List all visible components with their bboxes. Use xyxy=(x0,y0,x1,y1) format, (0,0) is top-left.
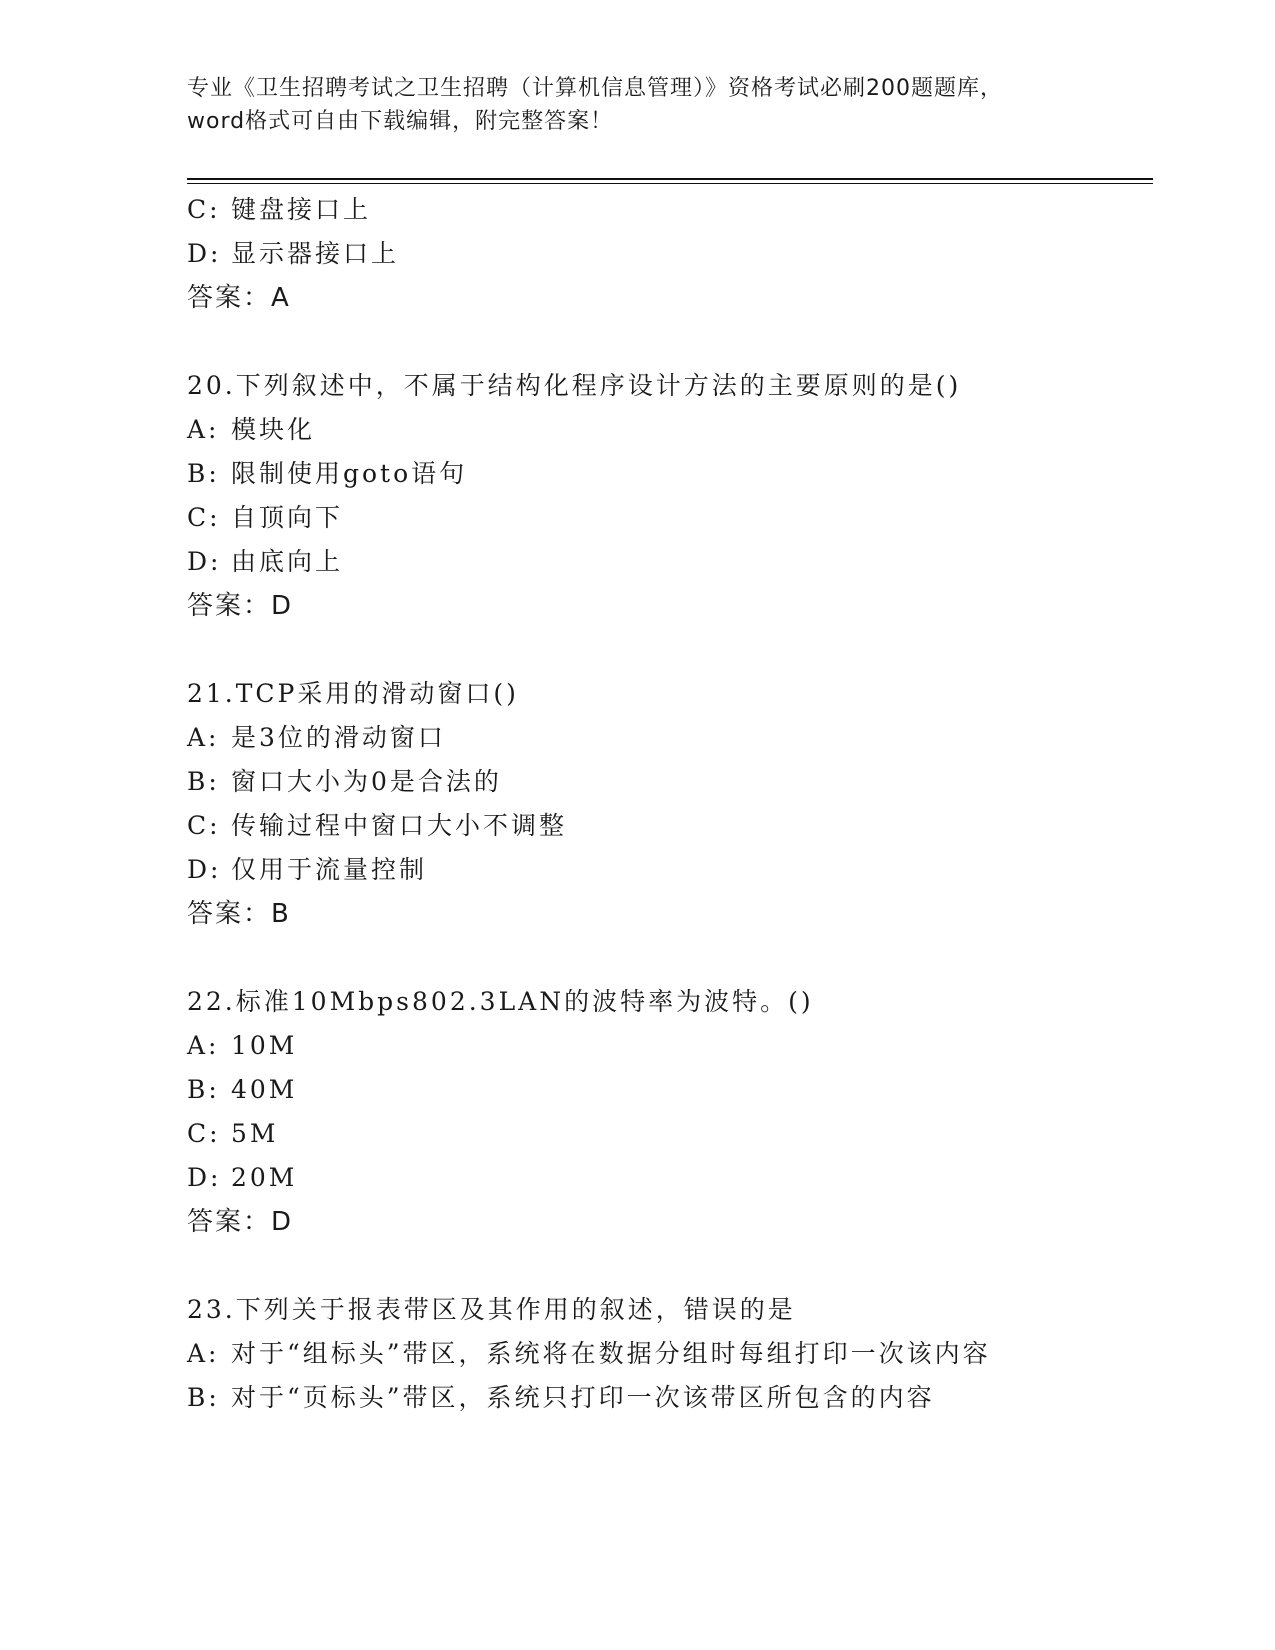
option-a xyxy=(187,413,315,447)
option-text: 40M xyxy=(231,1075,298,1104)
header-line-2: word格式可自由下载编辑，附完整答案！ xyxy=(187,109,614,134)
option-text: 显示器接口上 xyxy=(231,239,400,268)
option-letter: D: xyxy=(187,239,222,268)
option-d xyxy=(187,853,427,887)
option-c xyxy=(187,809,567,843)
option-a xyxy=(187,1337,991,1371)
option-text: 由底向上 xyxy=(231,547,344,576)
question-stem: 21.TCP采用的滑动窗口() xyxy=(187,679,519,708)
option-text: 键盘接口上 xyxy=(231,195,372,224)
header-line-1: 专业《卫生招聘考试之卫生招聘（计算机信息管理）》资格考试必刷200题题库， xyxy=(187,76,1003,101)
option-a xyxy=(187,721,446,755)
option-letter: C: xyxy=(187,811,221,840)
question-stem: 20.下列叙述中，不属于结构化程序设计方法的主要原则的是() xyxy=(187,371,962,400)
answer-label: 答案：A xyxy=(187,283,291,313)
option-text: 20M xyxy=(231,1163,298,1192)
option-letter: A: xyxy=(187,723,220,752)
answer-label: 答案：D xyxy=(187,1207,294,1237)
option-text: 自顶向下 xyxy=(231,503,344,532)
option-text: 5M xyxy=(231,1119,279,1148)
option-b xyxy=(187,765,502,799)
option-b xyxy=(187,1381,935,1415)
option-text: 模块化 xyxy=(231,415,316,444)
option-letter: A: xyxy=(187,1339,220,1368)
option-text: 是3位的滑动窗口 xyxy=(231,723,446,752)
answer-label: 答案：B xyxy=(187,899,291,929)
option-c xyxy=(187,193,371,227)
option-letter: C: xyxy=(187,503,221,532)
document-header xyxy=(187,72,1087,138)
question-stem: 23.下列关于报表带区及其作用的叙述，错误的是 xyxy=(187,1295,796,1324)
option-letter: A: xyxy=(187,415,220,444)
option-text: 10M xyxy=(231,1031,298,1060)
header-rule-thin xyxy=(187,183,1153,184)
option-c xyxy=(187,1117,279,1151)
option-d xyxy=(187,237,399,271)
option-text: 仅用于流量控制 xyxy=(231,855,428,884)
option-d xyxy=(187,545,343,579)
option-letter: D: xyxy=(187,547,222,576)
header-rule-thick xyxy=(187,178,1153,180)
option-d xyxy=(187,1161,297,1195)
option-letter: A: xyxy=(187,1031,220,1060)
option-letter: B: xyxy=(187,459,220,488)
option-a xyxy=(187,1029,297,1063)
option-letter: C: xyxy=(187,195,221,224)
option-letter: D: xyxy=(187,855,222,884)
answer-label: 答案：D xyxy=(187,591,294,621)
option-letter: B: xyxy=(187,1383,220,1412)
option-c xyxy=(187,501,343,535)
option-text: 传输过程中窗口大小不调整 xyxy=(231,811,568,840)
option-letter: B: xyxy=(187,767,220,796)
option-letter: B: xyxy=(187,1075,220,1104)
option-text: 对于“组标头”带区，系统将在数据分组时每组打印一次该内容 xyxy=(231,1339,991,1368)
question-stem: 22.标准10Mbps802.3LAN的波特率为波特。() xyxy=(187,987,814,1016)
option-text: 限制使用goto语句 xyxy=(231,459,468,488)
option-b xyxy=(187,1073,297,1107)
option-b xyxy=(187,457,467,491)
option-letter: C: xyxy=(187,1119,221,1148)
option-letter: D: xyxy=(187,1163,222,1192)
option-text: 对于“页标头”带区，系统只打印一次该带区所包含的内容 xyxy=(231,1383,935,1412)
option-text: 窗口大小为0是合法的 xyxy=(231,767,502,796)
